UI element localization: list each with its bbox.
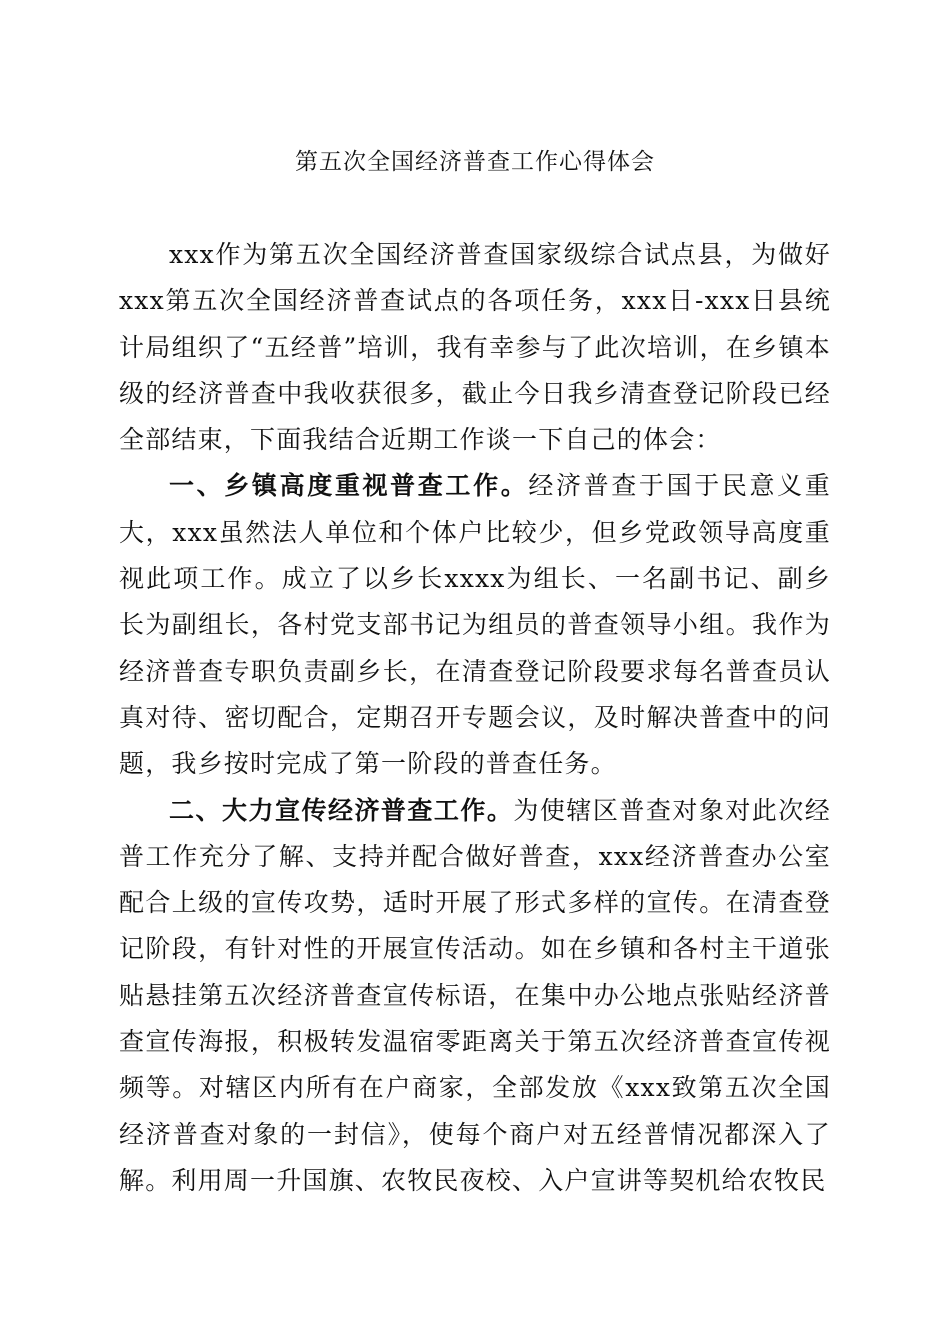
section-heading: 一、乡镇高度重视普查工作。 xyxy=(169,471,529,501)
section-heading: 二、大力宣传经济普查工作。 xyxy=(169,795,514,825)
paragraph-section-1 xyxy=(119,463,831,787)
paragraph-text: xxx作为第五次全国经济普查国家级综合试点县，为做好xxx第五次全国经济普查试点的各项任务，xxx日-xxx日县统计局组织了“五经普”培训，我有幸参与了此次培训，在乡镇本级的经济普查中我收获很多，截止今日我乡清查登记阶段已经全部结束，下面我结合近期工作谈一下自己的体会： xyxy=(119,240,831,455)
document-body xyxy=(119,232,831,1204)
paragraph-section-2 xyxy=(119,788,831,1205)
paragraph-text: 经济普查于国于民意义重大，xxx虽然法人单位和个体户比较少，但乡党政领导高度重视此项工作。成立了以乡长xxxx为组长、一名副书记、副乡长为副组长，各村党支部书记为组员的普查领导小组。我作为经济普查专职负责副乡长，在清查登记阶段要求每名普查员认真对待、密切配合，定期召开专题会议，及时解决普查中的问题，我乡按时完成了第一阶段的普查任务。 xyxy=(119,471,831,779)
document-title: 第五次全国经济普查工作心得体会 xyxy=(295,149,655,175)
paragraph-text: 为使辖区普查对象对此次经普工作充分了解、支持并配合做好普查，xxx经济普查办公室配合上级的宣传攻势，适时开展了形式多样的宣传。在清查登记阶段，有针对性的开展宣传活动。如在乡镇和各村主干道张贴悬挂第五次经济普查宣传标语，在集中办公地点张贴经济普查宣传海报，积极转发温宿零距离关于第五次经济普查宣传视频等。对辖区内所有在户商家，全部发放《xxx致第五次全国经济普查对象的一封信》，使每个商户对五经普情况都深入了解。利用周一升国旗、农牧民夜校、入户宣讲等契机给农牧民 xyxy=(119,795,831,1195)
paragraph-intro xyxy=(119,232,831,463)
